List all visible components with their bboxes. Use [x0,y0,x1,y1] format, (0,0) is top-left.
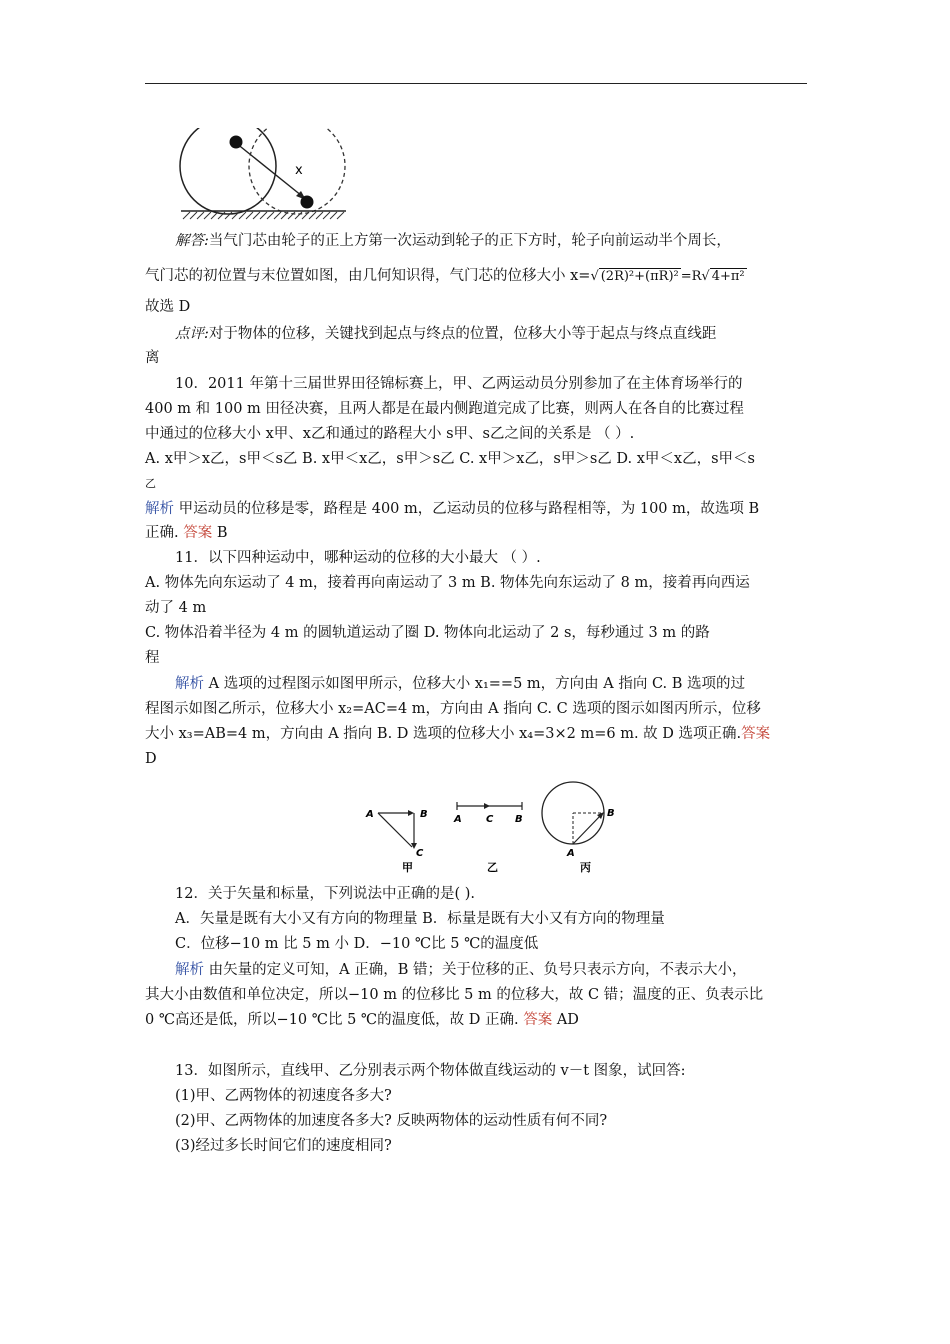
fig-jia-caption: 甲 [402,861,413,874]
fig-jia-C: C [416,848,424,859]
q10-options-tail: 乙 [145,477,156,490]
fig-yi-A: A [454,814,462,825]
q11-line3: 动了 4 m [145,600,207,616]
fig-bing-caption: 丙 [580,861,591,874]
sol9-line3: 故选 D [145,299,191,315]
fig-yi-B: B [515,814,523,825]
q12-answer-line2: 其大小由数值和单位决定，所以−10 m 的位移比 5 m 的位移大，故 C 错；温度的正、负表示比 [145,987,764,1003]
q11-line5: 程 [145,650,160,666]
fig-jia-B: B [420,809,428,820]
q10-answer-line2: 正确. 答案 B [145,525,228,541]
q10-line1: 10．2011 年第十三届世界田径锦标赛上，甲、乙两运动员分别参加了在主体育场举行的 [175,376,743,392]
q11-answer-line1: 解析 A 选项的过程图示如图甲所示，位移大小 x₁==5 m，方向由 A 指向 C. B 选项的过 [175,676,746,692]
fig-bing-A: A [567,848,575,859]
fig-jia-A: A [366,809,374,820]
q13-line2: (1)甲、乙两物体的初速度各多大? [175,1088,392,1104]
sol9-note2: 离 [145,350,160,366]
q11-answer-line2: 程图示如图乙所示，位移大小 x₂=AC=4 m，方向由 A 指向 C. C 选项的图示如图丙所示，位移 [145,701,761,717]
q12-line1: 12．关于矢量和标量，下列说法中正确的是( ). [175,886,475,902]
q11-answer-value: D [145,751,157,767]
q10-answer-line1: 解析 甲运动员的位移是零，路程是 400 m，乙运动员的位移与路程相等，为 100 m，故选项 B [145,501,760,517]
sol9-line1: 解答:当气门芯由轮子的正上方第一次运动到轮子的正下方时，轮子向前运动半个周长， [175,233,731,249]
fig-yi-caption: 乙 [487,861,498,874]
sol9-note1: 点评:对于物体的位移，关键找到起点与终点的位置，位移大小等于起点与终点直线距 [175,326,717,342]
fig-yi-C: C [486,814,494,825]
q10-options: A. x甲＞x乙，s甲＜s乙 B. x甲＜x乙，s甲＞s乙 C. x甲＞x乙，s甲＞s乙 D. x甲＜x乙，s甲＜s [145,451,755,467]
q12-answer-line1: 解析 由矢量的定义可知，A 正确，B 错；关于位移的正、负号只表示方向，不表示大小， [175,962,747,978]
q11-answer-line3: 大小 x₃=AB=4 m，方向由 A 指向 B. D 选项的位移大小 x₄=3×2 m=6 m. 故 D 选项正确.答案 [145,726,771,742]
q12-line3: C．位移−10 m 比 5 m 小 D．−10 ℃比 5 ℃的温度低 [175,936,539,952]
q11-line4: C. 物体沿着半径为 4 m 的圆轨道运动了圈 D. 物体向北运动了 2 s，每秒通过 3 m 的路 [145,625,710,641]
q13-line4: (3)经过多长时间它们的速度相同? [175,1138,392,1154]
q12-answer-line3: 0 ℃高还是低，所以−10 ℃比 5 ℃的温度低，故 D 正确. 答案 AD [145,1012,579,1028]
q11-line2: A. 物体先向东运动了 4 m，接着再向南运动了 3 m B. 物体先向东运动了 8 m，接着再向西运 [145,575,750,591]
label-x: x [295,163,303,178]
valve-core-end [301,196,314,209]
sol9-line2: 气门芯的初位置与末位置如图，由几何知识得，气门芯的位移大小 x=√ (2R)²+(πR)² =R√ 4+π² [145,268,745,284]
wheel-initial-circle [180,128,276,214]
q10-line2: 400 m 和 100 m 田径决赛，且两人都是在最内侧跑道完成了比赛，则两人在各自的比赛过程 [145,401,744,417]
q13-line3: (2)甲、乙两物体的加速度各多大? 反映两物体的运动性质有何不同? [175,1113,608,1129]
q12-line2: A．矢量是既有大小又有方向的物理量 B．标量是既有大小又有方向的物理量 [175,911,665,927]
displacement-diagrams [362,776,622,876]
valve-core-start [230,136,243,149]
wheel-figure [178,128,353,223]
ground-hatch [183,212,344,219]
q10-line3: 中通过的位移大小 x甲、x乙和通过的路程大小 s甲、s乙之间的关系是 （ ）. [145,426,635,442]
displacement-arrow [236,143,302,196]
header-rule [145,83,807,84]
q13-line1: 13．如图所示，直线甲、乙分别表示两个物体做直线运动的 v－t 图象，试回答: [175,1063,686,1079]
q11-line1: 11．以下四种运动中，哪种运动的位移的大小最大 （ ）. [175,550,541,566]
fig-bing-B: B [607,808,615,819]
